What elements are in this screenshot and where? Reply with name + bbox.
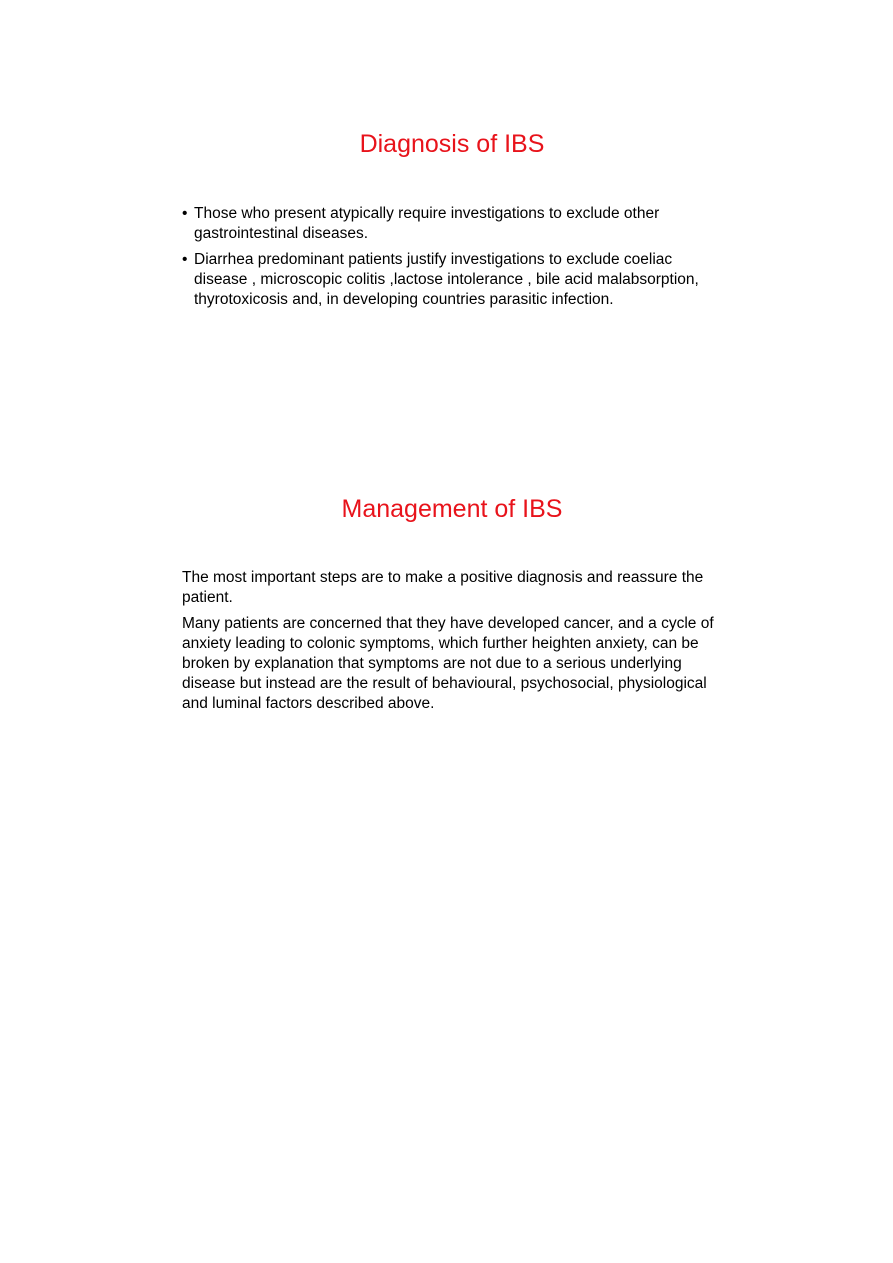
bullet-icon: • (182, 251, 188, 268)
slide-title: Management of IBS (341, 495, 563, 523)
bullet-list (182, 204, 722, 310)
paragraph: The most important steps are to make a positive diagnosis and reassure the patient. (182, 569, 704, 606)
slide-management (182, 493, 722, 720)
bullet-text: Diarrhea predominant patients justify investigations to exclude coeliac disease , microscopic colitis ,lactose intolerance , bile acid malabsorption, thyrotoxicosis and, in developing countries parasitic infection. (194, 251, 699, 308)
bullet-item (182, 250, 722, 310)
bullet-text: Those who present atypically require investigations to exclude other gastrointestinal diseases. (194, 205, 660, 242)
slide-title: Diagnosis of IBS (359, 130, 545, 158)
bullet-item (182, 204, 722, 244)
bullet-icon: • (182, 205, 188, 222)
slide-diagnosis (182, 128, 722, 316)
paragraph: Many patients are concerned that they have developed cancer, and a cycle of anxiety leading to colonic symptoms, which further heighten anxiety, can be broken by explanation that symptoms are not due to a serious underlying disease but instead are the result of behavioural, psychosocial, physiological and luminal factors described above. (182, 615, 714, 712)
